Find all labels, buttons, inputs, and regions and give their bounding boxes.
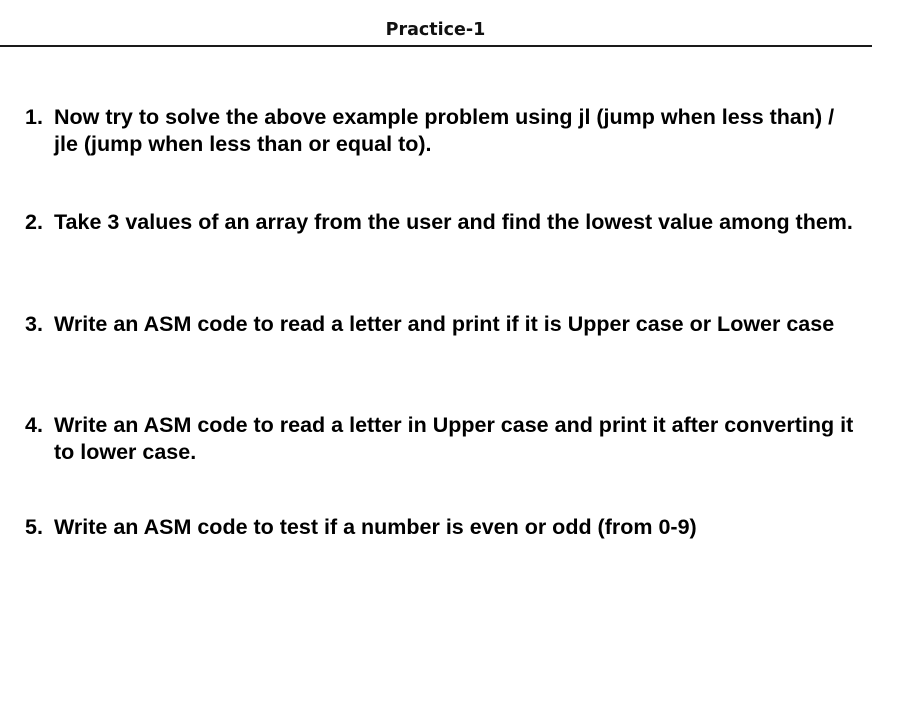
task-text: Now try to solve the above example problem using jl (jump when less than) / jle (jump when less than or equal to). bbox=[54, 105, 835, 156]
task-item-1 bbox=[25, 104, 855, 158]
task-number: 4. bbox=[25, 413, 43, 437]
task-item-2 bbox=[25, 209, 855, 236]
title-divider bbox=[0, 45, 872, 47]
page-title: Practice-1 bbox=[385, 20, 486, 40]
task-text: Take 3 values of an array from the user and find the lowest value among them. bbox=[54, 210, 853, 234]
task-text: Write an ASM code to test if a number is even or odd (from 0-9) bbox=[54, 515, 697, 539]
task-item-5 bbox=[25, 514, 855, 541]
task-number: 2. bbox=[25, 210, 43, 234]
task-number: 1. bbox=[25, 105, 43, 129]
task-item-3 bbox=[25, 311, 855, 338]
task-text: Write an ASM code to read a letter in Upper case and print it after converting it to lower case. bbox=[54, 413, 854, 464]
task-number: 3. bbox=[25, 312, 43, 336]
task-text: Write an ASM code to read a letter and print if it is Upper case or Lower case bbox=[54, 312, 835, 336]
task-number: 5. bbox=[25, 515, 43, 539]
task-item-4 bbox=[25, 412, 855, 466]
